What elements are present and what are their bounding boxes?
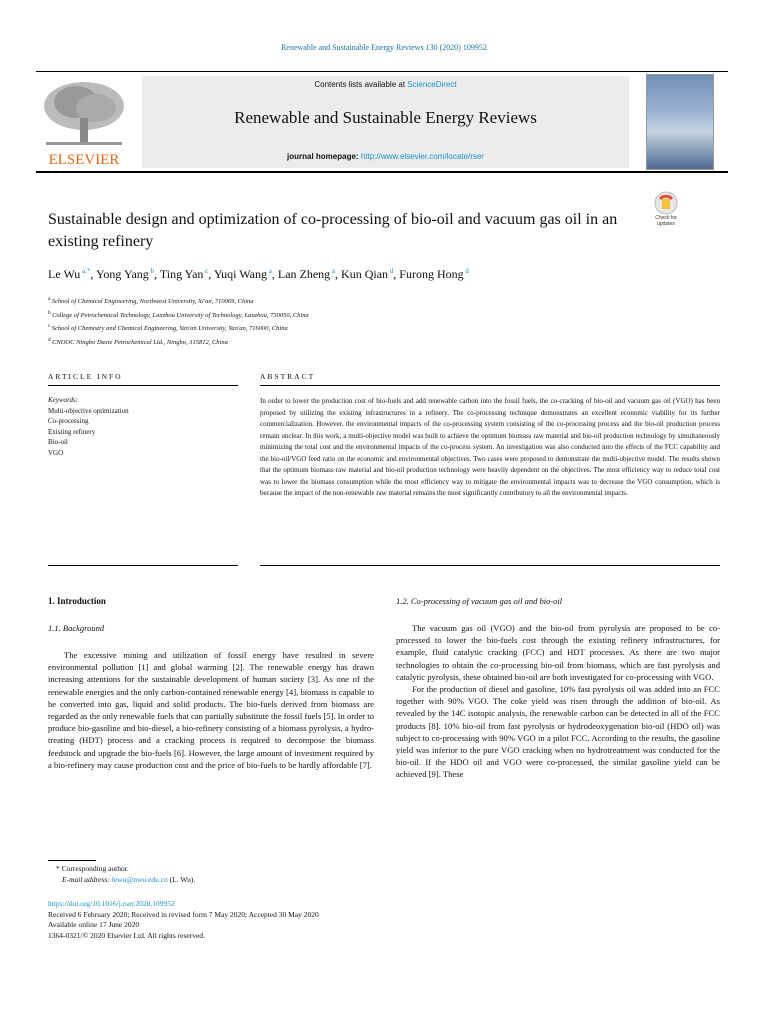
copyright-line: 1364-0321/© 2020 Elsevier Ltd. All rights reserved. [48,930,205,940]
author-affiliation-marker[interactable]: d [388,267,394,275]
coprocessing-paragraph-2: For the production of diesel and gasoline, 10% fast pyrolysis oil was added into an FCC together with 90% VGO. The coke yield was risen through the addition of bio-oil. As revealed by the 14C isotopic analysis, the renewable carbon can be detected in all of the FCC products [8]. 10% bio-oil from fast pyrolysis or hydrodeoxygenation bio-oil (HDO oil) was subject to co-processing with 90% VGO in a pilot FCC. According to the results, the gasoline yield was inferior to the pure VGO cracking when no hydrotreatment was conducted for the bio-oil. If the HDO oil and VGO were co-processed, the similar gasoline yield can be achieved [9]. These [396,684,720,780]
doi-link[interactable]: https://doi.org/10.1016/j.rser.2020.109952 [48,899,175,908]
abstract-rule [260,385,720,386]
section-heading-introduction: 1. Introduction [48,596,106,606]
keyword-item: VGO [48,448,64,457]
author-affiliation-marker[interactable]: d [463,267,469,275]
keyword-item: Bio-oil [48,438,68,446]
publication-info [48,899,468,941]
affiliation-marker: b [48,309,53,316]
affiliation-item [48,308,668,322]
author-name[interactable]: Yuqi Wang [213,267,267,281]
author-affiliation-marker[interactable]: a [267,267,272,275]
email-note [48,874,388,885]
author-name[interactable]: Lan Zheng [277,267,331,281]
abstract-heading: ABSTRACT [260,372,316,381]
author-separator: , [335,267,342,281]
keywords-label: Keywords: [48,396,79,404]
subsection-heading-coprocessing: 1.2. Co-processing of vacuum gas oil and bio-oil [396,596,563,606]
background-body [48,649,374,771]
available-online: Available online 17 June 2020 [48,920,140,929]
keyword-item: Co-processing [48,417,89,425]
author-name[interactable]: Yong Yang [95,267,149,281]
banner-rule-bottom [36,171,728,173]
author-affiliation-marker[interactable]: a,* [80,267,91,275]
author-separator: , [90,267,96,281]
coprocessing-paragraph-1: The vacuum gas oil (VGO) and the bio-oil from pyrolysis are proposed to be co-processed to lower the bio-fuels cost through the existing refinery infrastructures, for example, fluid catalytic cracking (FCC) and HDT processes. As there are two major technologies to obtain the co-processing bio-oil from biomass, which are fast pyrolysis and catalytic pyrolysis, these obtained bio-oil are both investigated for co-processing with VGO. [396,623,720,682]
author-affiliation-marker[interactable]: a [330,267,336,275]
article-info-bottom-rule [48,565,238,566]
coprocessing-body [396,622,720,781]
received-dates: Received 6 February 2020; Received in revised form 7 May 2020; Accepted 30 May 2020 [48,909,319,919]
subsection-heading-background: 1.1. Background [48,623,105,633]
article-info-heading: ARTICLE INFO [48,372,123,381]
affiliation-text: School of Chemistry and Chemical Engineering, Yan'an University, Yan'an, 716000, China [51,325,288,333]
author-affiliation-marker[interactable]: b [148,267,155,275]
homepage-line [142,152,629,161]
affiliation-item [48,321,668,335]
contents-line [142,80,629,89]
keyword-list [48,406,238,459]
publisher-wordmark: ELSEVIER [48,152,120,168]
banner-rule-top [36,71,728,72]
keyword-item: Existing refinery [48,427,96,436]
author-separator: , [393,267,400,281]
background-paragraph: The excessive mining and utilization of fossil energy have resulted in severe environmental pollution [1] and global warming [2]. The renewable energy has drawn increasing attentions for the sustainable development of human society [3]. As one of the renewable energies and the only carbon-contained renewable energy [4], biomass is capable to be converted into gas, liquid and solid products. The bio-fuels derived from biomass are regarded as the only renewable fuels that can partially substitute the fossil fuels [5]. In order to produce bio-gasoline and bio-diesel, a bio-refinery consisting of a biomass pyrolysis, a hydro-treating (HDT) process and a cracking process is required to decompose the biomass feedstock and upgrade the bio-fuels [6]. However, the large amount of investment required by a bio-refinery may cause production cost and the price of bio-fuels to be hardly affordable [7]. [48,650,374,770]
sciencedirect-link[interactable]: ScienceDirect [407,80,457,89]
email-suffix: (L. Wu). [167,875,196,884]
author-list [48,267,688,282]
abstract-text: In order to lower the production cost of bio-fuels and add renewable carbon into the fossil fuels, the co-cracking of bio-oil and vacuum gas oil (VGO) has been proposed by utilizing the existing infrastructures in a refinery. The co-processing technique demonstrates an excellent economic viability for its further commercialization. However, the environmental impacts of the co-processing system consisting of the co-processing process and the bio-oil production process remain unclear. In this work, a multi-objective model was built to achieve the optimum biomass raw material and bio-oil production technology by simultaneously minimizing the total cost and the environmental impacts of the co-process system. An investigation was also conducted into the effects of the FCC capability and the bio-oil/VGO feed ratio on the economic and environmental objectives. Two cases were proposed to demonstrate the multi-objective model. The results shown that the optimum biomass raw material and bio-oil production technology were heavily dependent on the objectives. The most efficiency way to reduce total cost was to lower the biomass consumption while the most efficiency way to mitigate the environmental impacts was to decrease the VGO consumption, which is because the impact of the non-renewable raw material remains the most significantly contributory to all the environmental impacts. [260,397,720,497]
homepage-link[interactable]: http://www.elsevier.com/locate/rser [360,152,484,161]
footnote-rule [48,860,96,861]
affiliation-marker: a [48,296,52,302]
footnotes [48,863,388,885]
author-name[interactable]: Furong Hong [399,267,464,281]
journal-title[interactable]: Renewable and Sustainable Energy Reviews [234,108,537,127]
email-label: E-mail address: [62,875,112,884]
author-email-link[interactable]: lewu@nwu.edu.cn [111,875,168,884]
homepage-prefix: journal homepage: [287,152,361,161]
elsevier-tree-icon [36,78,132,168]
affiliation-item [48,294,668,308]
author-separator: , [208,267,214,281]
elsevier-logo[interactable] [36,78,132,168]
check-updates-label: Check for updates [655,215,677,227]
journal-reference[interactable]: Renewable and Sustainable Energy Reviews 130 (2020) 109952 [281,43,487,52]
paper-title: Sustainable design and optimization of co-processing of bio-oil and vacuum gas oil in an existing refinery [48,211,618,250]
keywords-block [48,395,238,458]
affiliation-item [48,335,668,349]
affiliation-list [48,294,668,349]
check-for-updates-button[interactable] [648,190,684,230]
abstract-bottom-rule [260,565,720,566]
affiliation-text: School of Chemical Engineering, Northwest University, Xi'an, 710069, China [51,298,254,306]
contents-prefix: Contents lists available at [314,80,408,89]
keyword-item: Multi-objective optimization [48,406,129,415]
author-separator: , [154,267,160,281]
affiliation-marker: d [48,336,53,343]
author-name[interactable]: Ting Yan [159,267,204,281]
author-separator: , [271,267,278,281]
affiliation-text: College of Petrochemical Technology, Lanzhou University of Technology, Lanzhou, 730050, China [52,311,309,319]
author-affiliation-marker[interactable]: c [203,267,209,275]
corresponding-author-note: * Corresponding author. [56,864,129,873]
author-name[interactable]: Le Wu [48,267,81,281]
journal-cover-thumbnail[interactable] [646,74,714,170]
author-name[interactable]: Kun Qian [341,267,389,281]
affiliation-marker: c [48,323,52,330]
article-info-rule [48,385,238,386]
affiliation-text: CNOOC Ningbo Daxie Petrochemical Ltd., Ningbo, 315812, China [52,339,228,347]
